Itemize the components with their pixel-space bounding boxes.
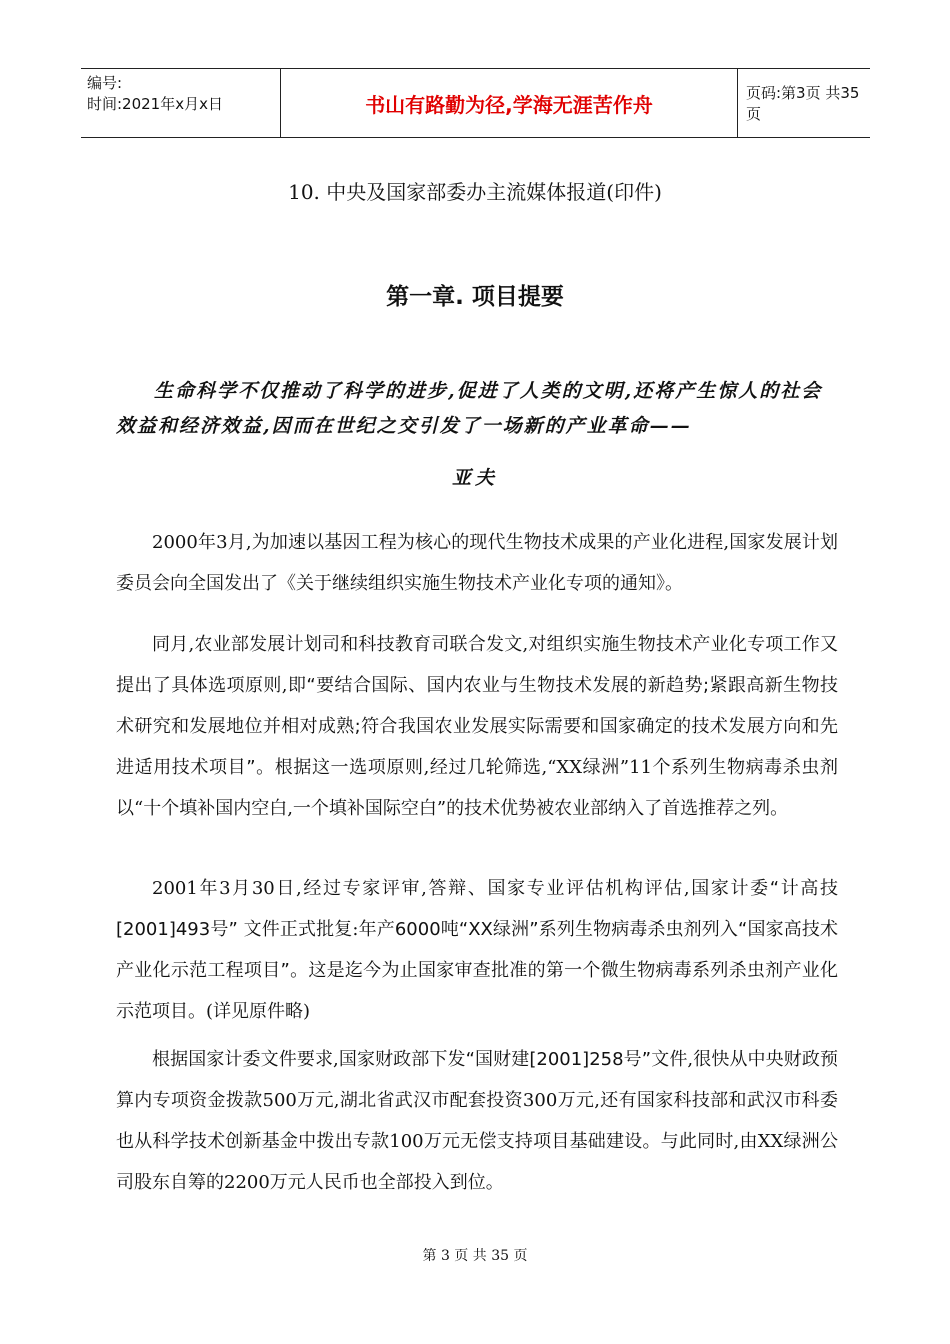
paragraph-4-text-a: 根据国家计委文件要求,国家财政部下发 bbox=[152, 1049, 466, 1070]
paragraph-1: 2000年3月,为加速以基因工程为核心的现代生物技术成果的产业化进程,国家发展计划委员会向全国发出了《关于继续组织实施生物技术产业化专项的通知》。 bbox=[116, 532, 838, 594]
document-date: 时间:2021年x月x日 bbox=[87, 95, 223, 113]
paragraph-3-text-a: 2001年3月30日,经过专家评审,答辩、国家专业评估机构评估,国家计委 bbox=[152, 878, 770, 899]
header-page-info: 页码:第3页 共35页 bbox=[746, 84, 860, 123]
paragraph-3-project-name: 年产6000吨“XX绿洲”系列生物病毒杀虫剂列入“国家高技术产业化示范工程项目” bbox=[116, 919, 838, 981]
paragraph-3-document-number: “计高技[2001]493号” bbox=[116, 878, 839, 940]
page-footer: 第 3 页 共 35 页 bbox=[422, 1248, 528, 1264]
paragraph-2 bbox=[116, 624, 838, 829]
paragraph-4-document-number: “国财建[2001]258号” bbox=[465, 1049, 652, 1070]
chapter-title: 第一章. 项目提要 bbox=[386, 284, 564, 310]
document-number-label: 编号: bbox=[87, 74, 123, 92]
page-header bbox=[81, 68, 870, 138]
paragraph-3 bbox=[116, 868, 838, 1032]
paragraph-2-text-c: 。根据这一选项原则,经过几轮筛选,“XX绿洲”11个系列生物病毒杀虫剂以“十个填补国内空白,一个填补国际空白”的技术优势被农业部纳入了首选推荐之列。 bbox=[116, 757, 838, 819]
list-item-10: 10. 中央及国家部委办主流媒体报道(印件) bbox=[288, 180, 662, 204]
header-motto: 书山有路勤为径,学海无涯苦作舟 bbox=[280, 69, 738, 137]
paragraph-4-text-c: 文件,很快从中央财政预算内专项资金拨款500万元,湖北省武汉市配套投资300万元,还有国家科技部和武汉市科委也从科学技术创新基金中拨出专款100万元无偿支持项目基础建设。与此同时,由XX绿洲公司股东自筹的2200万元人民币也全部投入到位。 bbox=[116, 1049, 838, 1193]
epigraph-author: 亚夫 bbox=[451, 467, 498, 489]
paragraph-2-principle-quote: “要结合国际、国内农业与生物技术发展的新趋势;紧跟高新生物技术研究和发展地位并相对成熟;符合我国农业发展实际需要和国家确定的技术发展方向和先进适用技术项目” bbox=[116, 675, 838, 778]
paragraph-4 bbox=[116, 1039, 838, 1203]
paragraph-3-text-c: 文件正式批复: bbox=[243, 919, 359, 940]
paragraph-2-text-a: 同月,农业部发展计划司和科技教育司联合发文,对组织实施生物技术产业化专项工作又提出了具体选项原则,即 bbox=[116, 634, 838, 696]
header-meta bbox=[87, 73, 277, 115]
paragraph-3-text-e: 。这是迄今为止国家审查批准的第一个微生物病毒系列杀虫剂产业化示范项目。(详见原件略) bbox=[116, 960, 839, 1022]
epigraph-quote: 生命科学不仅推动了科学的进步,促进了人类的文明,还将产生惊人的社会效益和经济效益,因而在世纪之交引发了一场新的产业革命—— bbox=[116, 380, 823, 437]
